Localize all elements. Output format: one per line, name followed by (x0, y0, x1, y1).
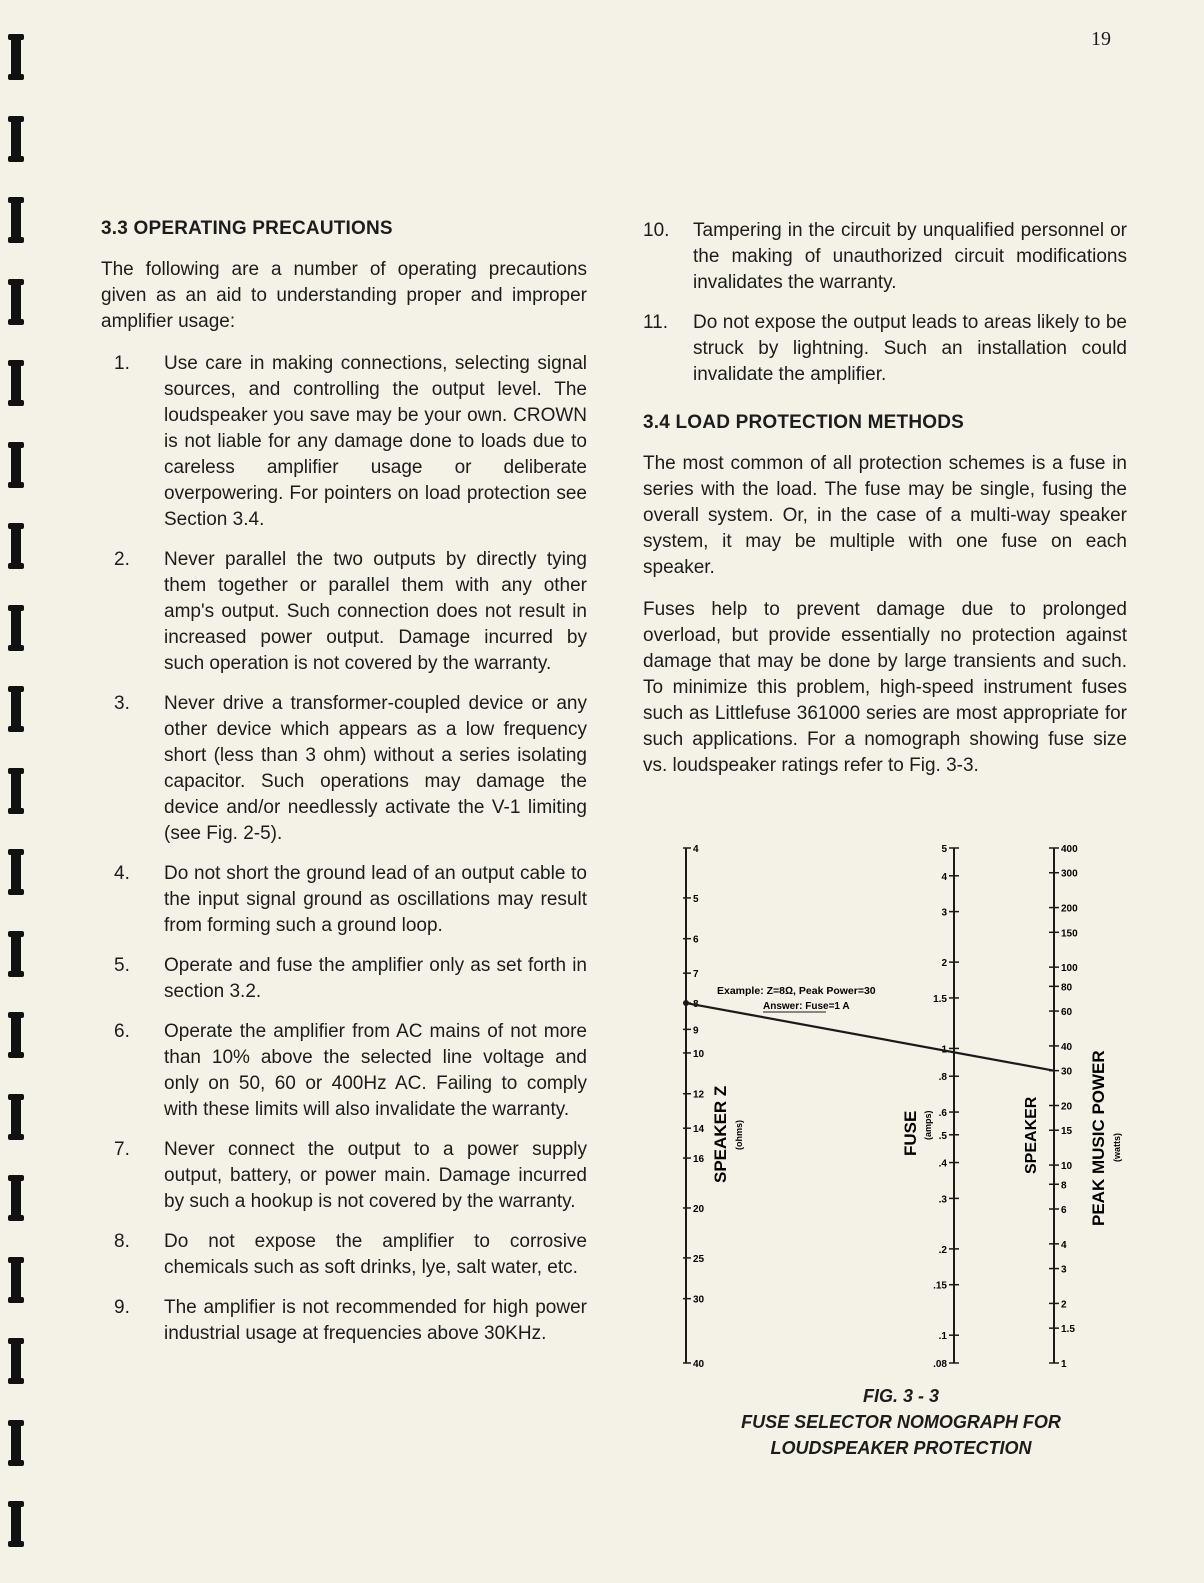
binding-hole (11, 849, 21, 895)
power-axis (1049, 844, 1078, 1370)
impedance-tick-label: 12 (693, 1089, 705, 1101)
right-column (643, 218, 1127, 779)
fuse-axis-label: FUSE (901, 1110, 920, 1156)
power-axis-label-peak: PEAK MUSIC POWER (1089, 1050, 1108, 1226)
power-tick-label: 2 (1061, 1299, 1067, 1311)
fuse-tick-label: 1.5 (933, 993, 947, 1005)
binding-hole (11, 686, 21, 732)
list-item-text: Never drive a transformer-coupled device or any other device which appears as a low frequency short (less than 3 ohm) without a series isolating capacitor. Such operations may damage the device and/or needlessly activate the V-1 limiting (see Fig. 2-5). (164, 693, 587, 844)
power-tick-label: 6 (1061, 1204, 1067, 1216)
figure-title-line2: LOUDSPEAKER PROTECTION (770, 1438, 1032, 1458)
fuse-axis-unit: (amps) (923, 1110, 933, 1140)
list-item (643, 310, 1127, 388)
fuse-tick-label: .3 (938, 1194, 947, 1206)
impedance-tick-label: 10 (693, 1048, 705, 1060)
impedance-tick-label: 20 (693, 1203, 705, 1215)
list-item (114, 1137, 587, 1215)
list-item (114, 351, 587, 533)
impedance-tick-label: 6 (693, 934, 699, 946)
binding-hole (11, 1501, 21, 1547)
binding-hole (11, 768, 21, 814)
fuse-tick-label: 5 (941, 844, 947, 855)
section-3-3-heading: 3.3 OPERATING PRECAUTIONS (101, 218, 393, 239)
impedance-tick-label: 30 (693, 1294, 705, 1306)
section-3-4-heading: 3.4 LOAD PROTECTION METHODS (643, 412, 965, 433)
impedance-tick-label: 4 (693, 844, 699, 855)
binding-hole (11, 360, 21, 406)
binding-hole (11, 34, 21, 80)
list-item-text: Do not expose the amplifier to corrosive chemicals such as soft drinks, lye, salt water, etc. (164, 1231, 587, 1278)
fuse-tick-label: .5 (938, 1130, 947, 1142)
fuse-tick-label: .08 (933, 1359, 947, 1370)
list-item-number: 5. (114, 955, 130, 976)
impedance-axis (683, 844, 705, 1370)
list-item-text: Use care in making connections, selecting signal sources, and controlling the output level. The loudspeaker you save may be your own. CROWN is not liable for any damage done to loads due to careless amplifier usage or deliberate overpowering. For pointers on load protection see Section 3.4. (164, 353, 587, 530)
impedance-tick-label: 25 (693, 1253, 705, 1265)
section-3-4-paragraph: The most common of all protection schemes is a fuse in series with the load. The fuse may be single, fusing the overall system. Or, in the case of a multi-way speaker system, it may be multiple with one fuse on each speaker. (643, 453, 1127, 578)
list-item-text: Operate and fuse the amplifier only as set forth in section 3.2. (164, 955, 587, 1002)
list-item (114, 1229, 587, 1281)
binding-hole (11, 1094, 21, 1140)
binding-hole (11, 931, 21, 977)
list-item (114, 547, 587, 677)
power-tick-label: 200 (1061, 903, 1078, 915)
power-tick-label: 15 (1061, 1126, 1073, 1138)
spiral-binding (7, 0, 29, 1583)
power-tick-label: 10 (1061, 1161, 1073, 1173)
power-tick-label: 80 (1061, 982, 1073, 994)
impedance-tick-label: 5 (693, 893, 699, 905)
power-tick-label: 40 (1061, 1041, 1073, 1053)
list-item-text: Operate the amplifier from AC mains of not more than 10% above the selected line voltage and only on 50, 60 or 400Hz AC. Failing to comply with these limits will also invalidate the warranty. (164, 1021, 587, 1120)
list-item-text: The amplifier is not recommended for high power industrial usage at frequencies above 30KHz. (164, 1297, 587, 1344)
power-tick-label: 300 (1061, 868, 1078, 880)
fuse-tick-label: 2 (941, 958, 947, 970)
binding-hole (11, 442, 21, 488)
impedance-tick-label: 7 (693, 969, 699, 981)
power-tick-label: 30 (1061, 1066, 1073, 1078)
list-item-number: 2. (114, 549, 130, 570)
list-item (114, 861, 587, 939)
section-3-3-intro: The following are a number of operating precautions given as an aid to understanding proper and improper amplifier usage: (101, 259, 587, 332)
power-tick-label: 150 (1061, 928, 1078, 940)
power-tick-label: 1.5 (1061, 1324, 1075, 1336)
list-item-number: 4. (114, 863, 130, 884)
impedance-axis-label: SPEAKER Z (711, 1085, 730, 1183)
power-tick-label: 8 (1061, 1180, 1067, 1192)
figure-caption (706, 1383, 1096, 1461)
fuse-tick-label: 3 (941, 907, 947, 919)
binding-hole (11, 523, 21, 569)
binding-hole (11, 1175, 21, 1221)
fuse-tick-label: .15 (933, 1280, 947, 1292)
impedance-tick-label: 40 (693, 1359, 705, 1370)
left-column (101, 218, 587, 1347)
list-item-text: Tampering in the circuit by unqualified personnel or the making of unauthorized circuit modifications invalidates the warranty. (693, 220, 1127, 293)
fuse-tick-label: .4 (938, 1158, 947, 1170)
power-tick-label: 20 (1061, 1101, 1073, 1113)
impedance-axis-unit: (ohms) (734, 1120, 744, 1150)
figure-title-line1: FUSE SELECTOR NOMOGRAPH FOR (741, 1412, 1061, 1432)
power-tick-label: 3 (1061, 1264, 1067, 1276)
power-tick-label: 1 (1061, 1359, 1067, 1370)
list-item-text: Never connect the output to a power supply output, battery, or power main. Damage incurred by such a hookup is not covered by the warranty. (164, 1139, 587, 1212)
binding-hole (11, 116, 21, 162)
fuse-nomograph (680, 838, 1140, 1378)
list-item (114, 1295, 587, 1347)
list-item (643, 218, 1127, 296)
fuse-tick-label: .1 (938, 1331, 947, 1343)
binding-hole (11, 605, 21, 651)
section-3-4-paragraph: Fuses help to prevent damage due to prolonged overload, but provide essentially no protection against damage that may be done by large transients and such. To minimize this problem, high-speed instrument fuses such as Littlefuse 361000 series are most appropriate for such applications. For a nomograph showing fuse size vs. loudspeaker ratings refer to Fig. 3-3. (643, 599, 1127, 776)
fuse-tick-label: .8 (938, 1072, 947, 1084)
precautions-list (101, 351, 587, 1347)
fuse-axis (933, 844, 959, 1370)
list-item-number: 7. (114, 1139, 130, 1160)
list-item-text: Never parallel the two outputs by directly tying them together or parallel them with any other amp's output. Such connection does not result in increased power output. Damage incurred by such operation is not covered by the warranty. (164, 549, 587, 674)
binding-hole (11, 1012, 21, 1058)
fuse-tick-label: .6 (938, 1108, 947, 1120)
binding-hole (11, 279, 21, 325)
power-tick-label: 60 (1061, 1007, 1073, 1019)
list-item-number: 3. (114, 693, 130, 714)
impedance-tick-label: 14 (693, 1124, 705, 1136)
example-answer-line (686, 1003, 1054, 1071)
power-tick-label: 400 (1061, 844, 1078, 855)
power-tick-label: 100 (1061, 963, 1078, 975)
list-item-number: 1. (114, 353, 130, 374)
nomograph-svg (680, 838, 1140, 1378)
list-item-number: 8. (114, 1231, 130, 1252)
impedance-tick-label: 16 (693, 1154, 705, 1166)
fuse-tick-label: 4 (941, 871, 947, 883)
impedance-tick-label: 9 (693, 1025, 699, 1037)
list-item (114, 1019, 587, 1123)
list-item (114, 953, 587, 1005)
power-axis-unit: (watts) (1112, 1133, 1122, 1162)
power-tick-label: 4 (1061, 1239, 1067, 1251)
list-item-number: 11. (643, 312, 669, 333)
binding-hole (11, 1338, 21, 1384)
answer-label: Answer: Fuse=1 A (763, 1001, 850, 1012)
binding-hole (11, 197, 21, 243)
list-item (114, 691, 587, 847)
page-number: 19 (1091, 28, 1111, 50)
list-item-number: 10. (643, 220, 670, 241)
list-item-number: 9. (114, 1297, 130, 1318)
binding-hole (11, 1257, 21, 1303)
list-item-text: Do not expose the output leads to areas likely to be struck by lightning. Such an installation could invalidate the amplifier. (693, 312, 1127, 385)
example-label: Example: Z=8Ω, Peak Power=30 (717, 985, 876, 997)
fuse-tick-label: .2 (938, 1244, 947, 1256)
binding-hole (11, 1420, 21, 1466)
list-item-number: 6. (114, 1021, 130, 1042)
power-axis-label-speaker: SPEAKER (1023, 1096, 1040, 1174)
figure-number: FIG. 3 - 3 (862, 1386, 940, 1406)
list-item-text: Do not short the ground lead of an output cable to the input signal ground as oscillations may result from forming such a ground loop. (164, 863, 587, 936)
